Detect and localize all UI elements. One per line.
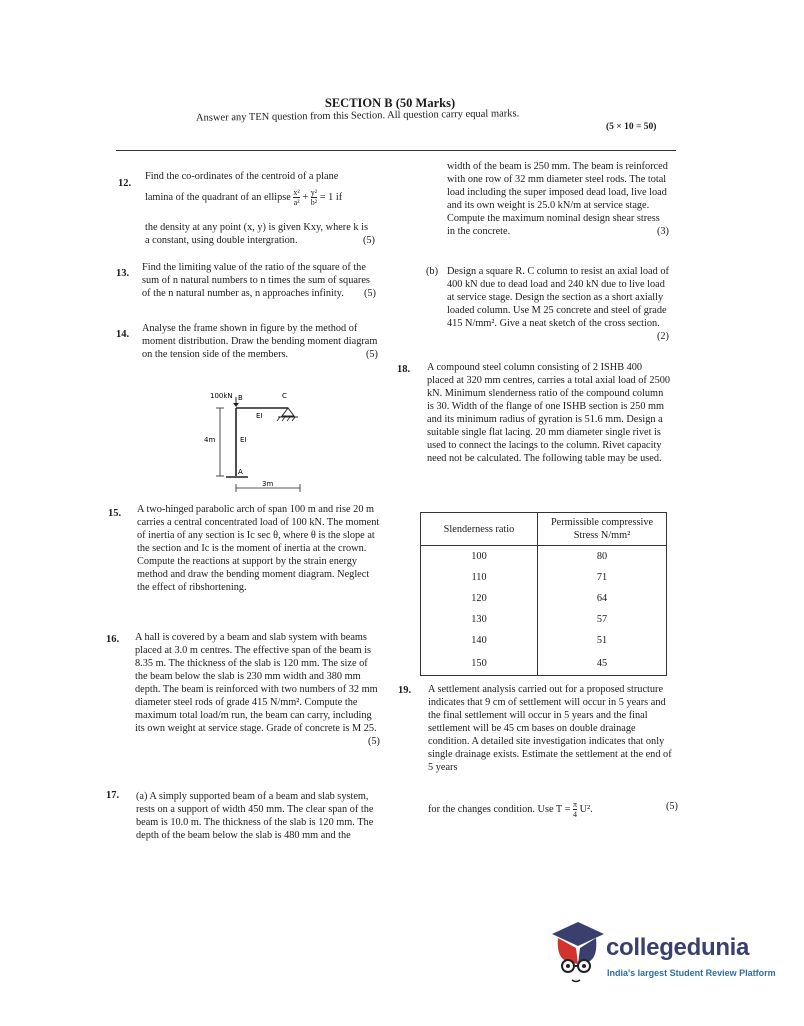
header-divider <box>116 150 676 151</box>
joint-a-label: A <box>238 468 243 476</box>
question-text: A compound steel column consisting of 2 ISHB 400 placed at 320 mm centres, carries a total axial load of 2500 kN. Minimum slenderness ratio of the compound column is 30. Width of the flange of one ISHB section is 250 mm and its minimum radius of gyration is 51.6 mm. Design a suitable single flat lacing. 20 mm diameter single rivet is used to connect the lacings to the column. Rivet capacity need not be calculated. The following table may be used. <box>427 362 671 464</box>
question-text: A two-hinged parabolic arch of span 100 m and rise 20 m carries a central concentrated load of 100 kN. The moment of inertia of any section is Ic sec θ, where θ is the slope at the section and Ic is the moment of inertia at the crown. Compute the reactions at support by the strain energy method and draw the bending moment diagram. Neglect the effect of ribshortening. <box>137 504 380 593</box>
fraction: $\frac{\pi}{4}$ <box>572 800 578 819</box>
table-row: 100 80 <box>421 546 667 568</box>
question-number: 12. <box>118 178 132 189</box>
slenderness-table <box>420 512 667 676</box>
width-label: 3m <box>262 480 274 488</box>
question-17a-text: (a) A simply supported beam of a beam and slab system, rests on a support of width 450 mm. The clear span of the beam is 10.0 m. The thickness of the slab is 120 mm. The depth of the beam below the slab is 480 mm and the <box>136 791 374 841</box>
table-row: 130 57 <box>421 609 667 630</box>
load-label: 100kN <box>210 392 233 400</box>
question-number: 14. <box>116 329 130 340</box>
question-marks: (5) <box>362 235 375 246</box>
table-row: 140 51 <box>421 630 667 651</box>
joint-b-label: B <box>238 394 243 402</box>
question-17a-continued: width of the beam is 250 mm. The beam is reinforced with one row of 32 mm diameter steel rods. The total load including the super imposed dead load, live load and its own weight is 25.0 kN/m at service stage. Compute the maximum nominal design shear stress in the concrete. (3) <box>447 161 669 237</box>
question-number: 19. <box>398 685 412 696</box>
question-17b-label: (b) <box>426 266 439 277</box>
question-text: A settlement analysis carried out for a proposed structure indicates that 9 cm of settlement will occur in 5 years and the final settlement will occur in 5 years and the final settlement will be 45 cm bases on double drainage condition. A detailed site investigation indicates that only single drainage exists. Estimate the settlement at the end of 5 years <box>428 684 672 773</box>
joint-c-label: C <box>282 392 287 400</box>
table-row: 150 45 <box>421 651 667 676</box>
table-header: Slenderness ratio <box>421 513 538 546</box>
section-title: SECTION B (50 Marks) <box>324 96 456 110</box>
question-text: Find the co-ordinates of the centroid of a plane <box>145 171 339 182</box>
ellipse-equation: lamina of the quadrant of an ellipse $\frac{\text{x²}}{\text{a²}}$ + $\frac{\text{y²}}{\text{b²}}$ = 1 if <box>145 188 343 207</box>
table-row: 110 71 <box>421 567 667 588</box>
beam-ei-label: EI <box>256 412 263 420</box>
fraction: $\frac{\text{y²}}{\text{b²}}$ <box>310 188 318 207</box>
question-text: A hall is covered by a beam and slab system with beams placed at 3.0 m centres. The effective span of the beam is 8.35 m. The thickness of the slab is 120 mm. The size of the beam below the slab is 230 mm width and 380 mm depth. The beam is reinforced with two numbers of 32 mm diameter steel rods of grade 415 N/mm². Compute the maximum total load/m run, the beam can carry, including its own weight at service stage. Grade of concrete is M 25. (5) <box>135 632 380 747</box>
load-arrow-head <box>233 403 239 407</box>
question-marks: (5) <box>665 801 678 812</box>
question-number: 13. <box>116 268 130 279</box>
formula-line: for the changes condition. Use T = $\frac{\pi}{4}$ U². (5) <box>428 800 678 819</box>
height-label: 4m <box>204 436 216 444</box>
brand-name: collegedunia <box>606 934 750 961</box>
question-number: 18. <box>397 364 411 375</box>
section-instruction: Answer any TEN question from this Section. All question carry equal marks. <box>195 108 520 124</box>
question-marks: (5) <box>367 736 380 747</box>
question-marks: (5) <box>365 349 378 360</box>
question-marks: (3) <box>656 226 669 237</box>
question-text: the density at any point (x, y) is given Kxy, where k is a constant, using double intergration. (5) <box>145 222 375 246</box>
brand-tagline: India's largest Student Review Platform <box>607 968 776 978</box>
fraction: $\frac{\text{x²}}{\text{a²}}$ <box>293 188 300 207</box>
question-number: 16. <box>106 634 120 645</box>
question-marks: (5) <box>363 288 376 299</box>
hinge-support-c <box>282 408 294 416</box>
question-number: 17. <box>106 790 120 801</box>
collegedunia-logo-icon <box>548 918 606 990</box>
question-number: 15. <box>108 508 122 519</box>
column-ei-label: EI <box>240 436 247 444</box>
question-17b-text: Design a square R. C column to resist an axial load of 400 kN due to dead load and 240 kN due to live load at service stage. Design the section as a short axially loaded column. Use M 25 concrete and steel of grade 415 N/mm². Give a neat sketch of the cross section. (2) <box>447 266 669 342</box>
frame-figure <box>196 388 326 496</box>
question-text: Analyse the frame shown in figure by the method of moment distribution. Draw the bending moment diagram on the tension side of the members. (5) <box>142 323 378 360</box>
table-header: Permissible compressive Stress N/mm² <box>538 513 667 546</box>
question-marks: (2) <box>656 331 669 342</box>
table-row: 120 64 <box>421 588 667 609</box>
question-text: Find the limiting value of the ratio of the square of the sum of n natural numbers to n times the sum of squares of the n natural number as, n approaches infinity. (5) <box>142 262 376 299</box>
section-marks: (5 × 10 = 50) <box>606 122 657 132</box>
